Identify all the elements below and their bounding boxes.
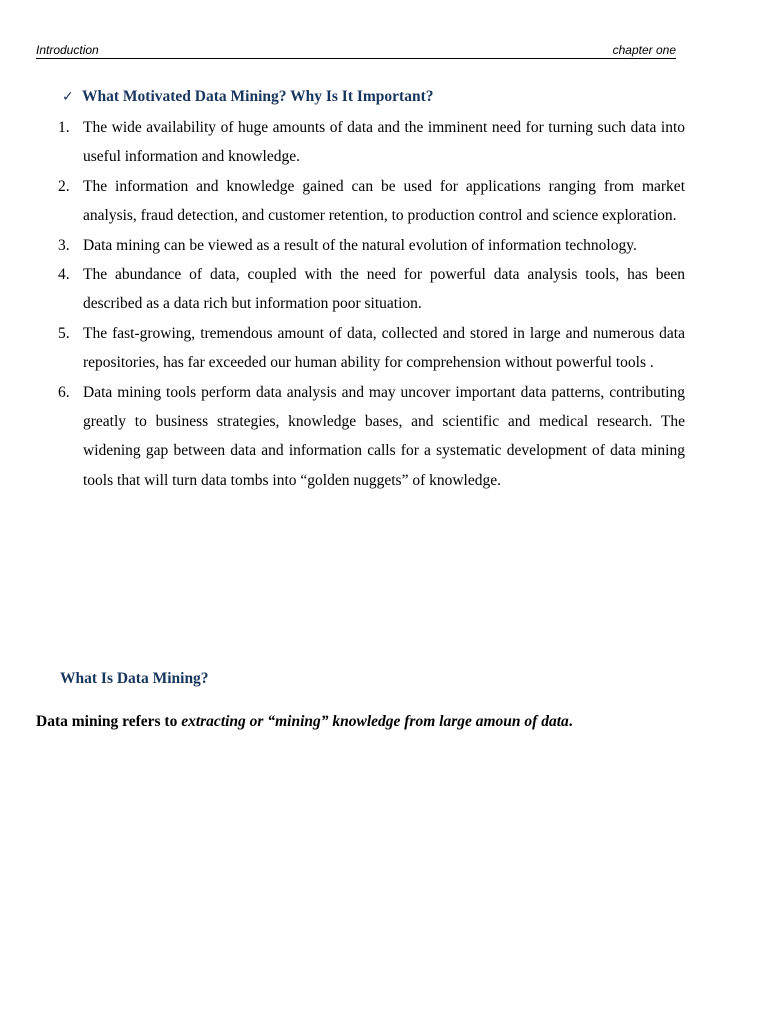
list-item-text: Data mining can be viewed as a result of the natural evolution of information technology. <box>83 236 637 254</box>
list-item <box>0 172 685 231</box>
list-item-text: The fast-growing, tremendous amount of data, collected and stored in large and numerous data repositories, has far exceeded our human ability for comprehension without powerful tools . <box>83 324 685 372</box>
list-item <box>0 378 685 496</box>
list-item-number: 3. <box>58 236 70 254</box>
definition-end: . <box>568 713 573 730</box>
list-item-number: 6. <box>58 383 70 401</box>
list-item <box>0 231 685 260</box>
page-header <box>36 42 676 59</box>
list-item <box>0 319 685 378</box>
definition-emphasis: extracting or “mining” knowledge from large amoun of data <box>181 713 569 730</box>
list-item-number: 1. <box>58 119 70 136</box>
list-item <box>0 260 685 319</box>
motivation-list <box>0 113 768 495</box>
list-item-text: The wide availability of huge amounts of data and the imminent need for turning such data into useful information and knowledge. <box>83 119 685 166</box>
list-item-text: The abundance of data, coupled with the need for powerful data analysis tools, has been described as a data rich but information poor situation. <box>83 266 685 313</box>
list-item-number: 4. <box>58 266 70 284</box>
motivation-heading <box>62 86 434 108</box>
list-item-number: 5. <box>58 324 70 342</box>
definition-heading: What Is Data Mining? <box>60 670 209 687</box>
list-item <box>0 113 685 172</box>
list-item-number: 2. <box>58 177 70 195</box>
list-item-text: The information and knowledge gained can be used for applications ranging from market analysis, fraud detection, and customer retention, to production control and science exploration. <box>83 177 685 225</box>
definition-paragraph <box>36 710 573 734</box>
list-item-text: Data mining tools perform data analysis and may uncover important data patterns, contributing greatly to business strategies, knowledge bases, and scientific and medical research. The widening gap between data and information calls for a systematic development of data mining tools that will turn data tombs into “golden nuggets” of knowledge. <box>83 383 685 489</box>
header-chapter-label: chapter one <box>612 43 676 57</box>
checkmark-icon: ✓ <box>62 89 74 105</box>
motivation-heading-text: What Motivated Data Mining? Why Is It Important? <box>82 88 434 105</box>
definition-lead: Data mining refers to <box>36 713 182 730</box>
header-section-title: Introduction <box>36 43 99 57</box>
